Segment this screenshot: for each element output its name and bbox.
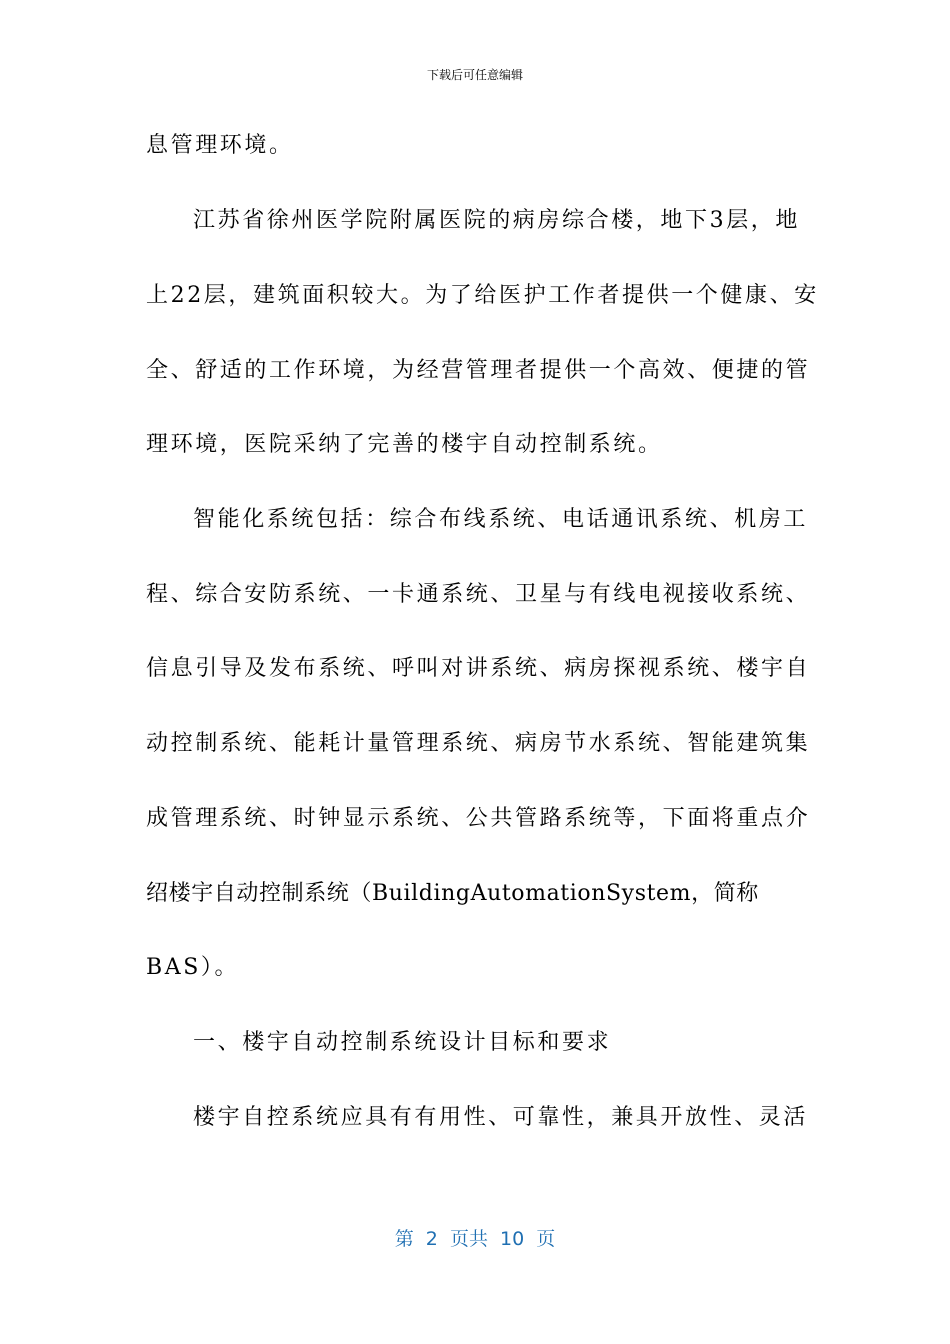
paragraph-line: 楼宇自控系统应具有有用性、可靠性，兼具开放性、灵活 [193,1105,809,1130]
paragraph-line: 江苏省徐州医学院附属医院的病房综合楼，地下3层，地 [193,208,800,233]
paragraph-line: 成管理系统、时钟显示系统、公共管路系统等，下面将重点介 [146,806,811,831]
paragraph-line: 绍楼宇自动控制系统（BuildingAutomationSystem，简称 [146,881,759,906]
paragraph-line: 智能化系统包括：综合布线系统、电话通讯系统、机房工 [193,507,809,532]
paragraph-line: 上22层，建筑面积较大。为了给医护工作者提供一个健康、安 [146,283,819,308]
paragraph-line: 程、综合安防系统、一卡通系统、卫星与有线电视接收系统、 [146,582,811,607]
paragraph-line: 息管理环境。 [146,133,294,158]
paragraph-line: 动控制系统、能耗计量管理系统、病房节水系统、智能建筑集 [146,731,811,756]
section-heading: 一、楼宇自动控制系统设计目标和要求 [193,1030,612,1055]
paragraph-line: BAS）。 [146,955,240,980]
page-number-footer: 第 2 页共 10 页 [394,1228,556,1250]
page-header: 下载后可任意编辑 [426,68,523,82]
paragraph-line: 全、舒适的工作环境，为经营管理者提供一个高效、便捷的管 [146,358,811,383]
paragraph-line: 信息引导及发布系统、呼叫对讲系统、病房探视系统、楼宇自 [146,656,811,681]
paragraph-line: 理环境，医院采纳了完善的楼宇自动控制系统。 [146,432,663,457]
